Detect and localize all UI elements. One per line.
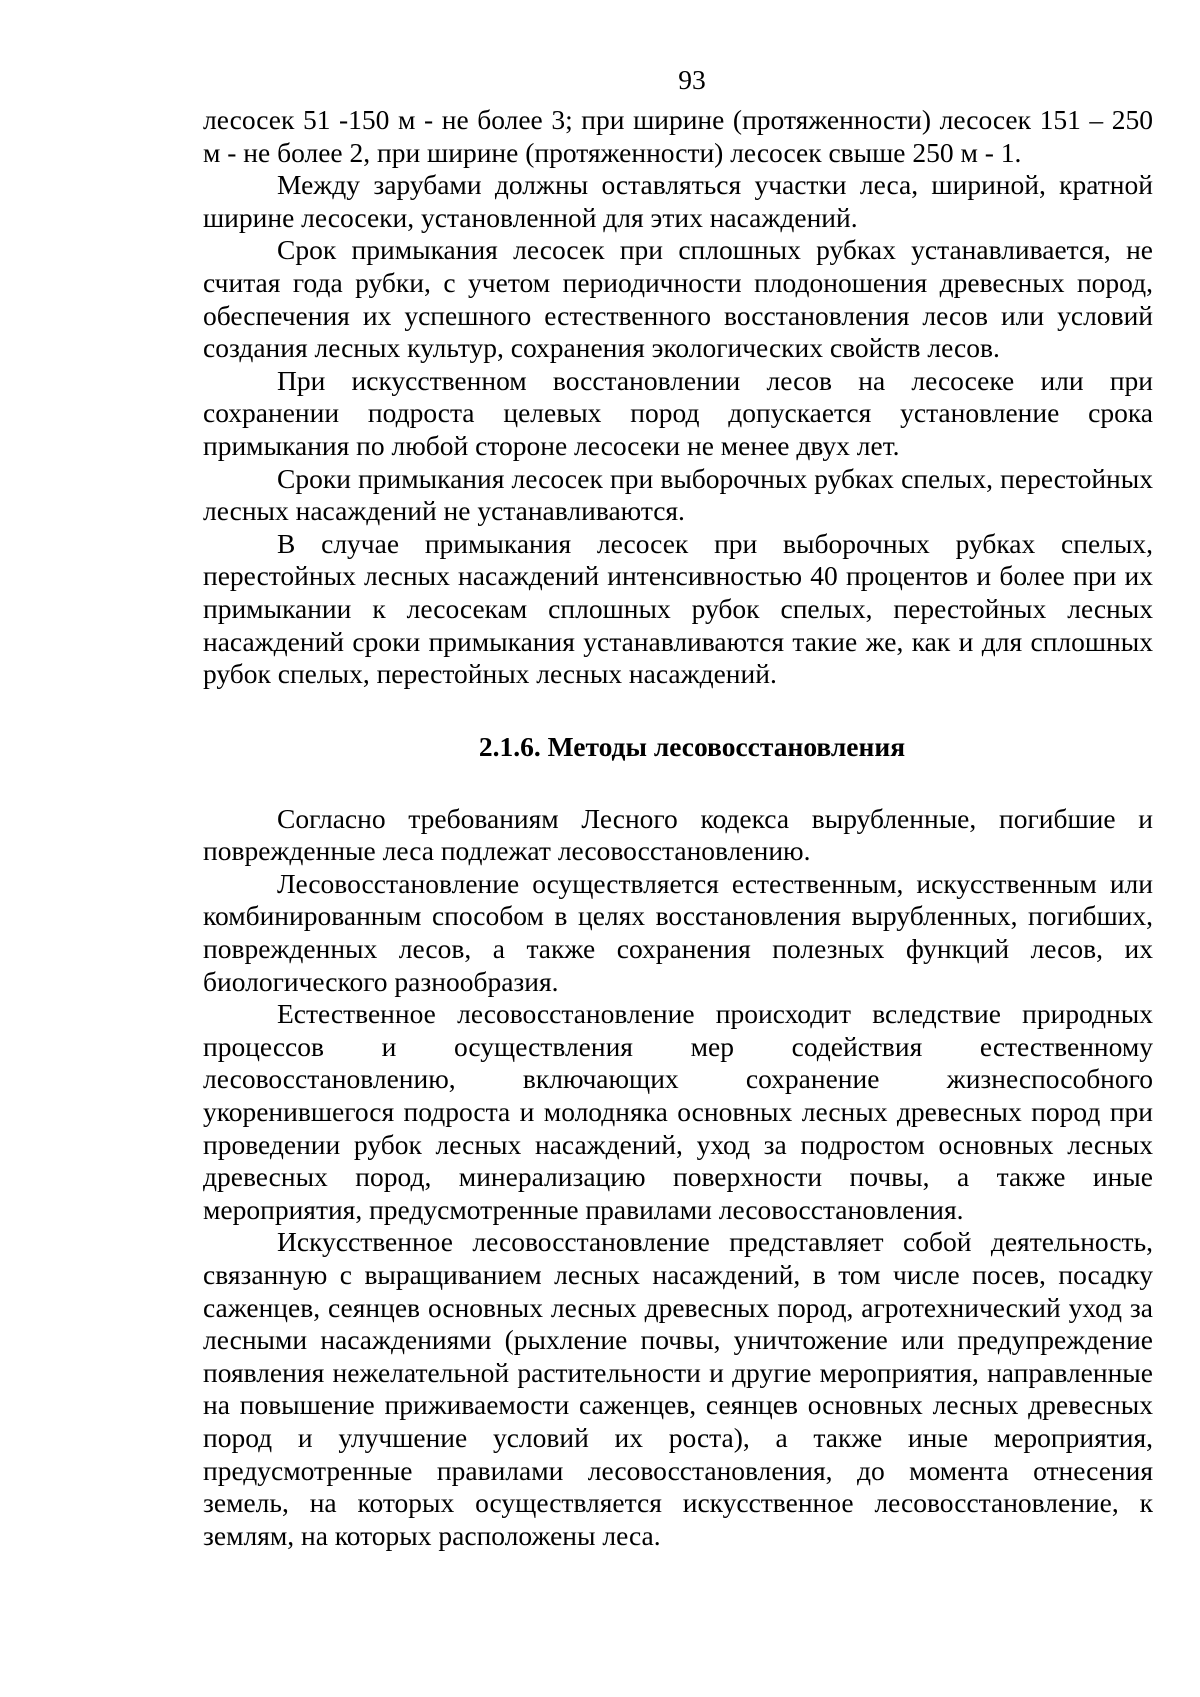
paragraph: лесосек 51 -150 м - не более 3; при ширине (протяженности) лесосек 151 – 250 м - не более 2, при ширине (протяженности) лесосек свыше 250 м - 1.: [203, 104, 1153, 168]
paragraph: Срок примыкания лесосек при сплошных рубках устанавливается, не считая года рубки, с учетом периодичности плодоношения древесных пород, обеспечения их успешного естественного восстановления лесов или условий создания лесных культур, сохранения экологических свойств лесов.: [203, 234, 1153, 364]
paragraph: Между зарубами должны оставляться участки леса, шириной, кратной ширине лесосеки, установленной для этих насаждений.: [203, 169, 1153, 233]
paragraph: Искусственное лесовосстановление представляет собой деятельность, связанную с выращиванием лесных насаждений, в том числе посев, посадку саженцев, сеянцев основных лесных древесных пород, агротехнический уход за лесными насаждениями (рыхление почвы, уничтожение или предупреждение появления нежелательной растительности и другие мероприятия, направленные на повышение приживаемости саженцев, сеянцев основных лесных древесных пород и улучшение условий их роста), а также иные мероприятия, предусмотренные правилами лесовосстановления, до момента отнесения земель, на которых осуществляется искусственное лесовосстановление, к землям, на которых расположены леса.: [203, 1226, 1153, 1551]
paragraph: Лесовосстановление осуществляется естественным, искусственным или комбинированным способом в целях восстановления вырубленных, погибших, поврежденных лесов, а также сохранения полезных функций лесов, их биологического разнообразия.: [203, 867, 1153, 997]
paragraph: В случае примыкания лесосек при выборочных рубках спелых, перестойных лесных насаждений интенсивностью 40 процентов и более при их примыкании к лесосекам сплошных рубок спелых, перестойных лесных насаждений сроки примыкания устанавливаются такие же, как и для сплошных рубок спелых, перестойных лесных насаждений.: [203, 527, 1153, 690]
section-heading: 2.1.6. Методы лесовосстановления: [478, 730, 906, 762]
document-page: [203, 64, 1153, 1552]
paragraph: Согласно требованиям Лесного кодекса вырубленные, погибшие и поврежденные леса подлежат лесовосстановлению.: [203, 802, 1153, 867]
page-number: 93: [678, 64, 706, 95]
paragraph: При искусственном восстановлении лесов на лесосеке или при сохранении подроста целевых пород допускается установление срока примыкания по любой стороне лесосеки не менее двух лет.: [203, 364, 1153, 461]
paragraph: Сроки примыкания лесосек при выборочных рубках спелых, перестойных лесных насаждений не устанавливаются.: [203, 462, 1153, 527]
paragraph: Естественное лесовосстановление происходит вследствие природных процессов и осуществления мер содействия естественному лесовосстановлению, включающих сохранение жизнеспособного укоренившегося подроста и молодняка основных лесных древесных пород при проведении рубок лесных насаждений, уход за подростом основных лесных древесных пород, минерализацию поверхности почвы, а также иные мероприятия, предусмотренные правилами лесовосстановления.: [203, 998, 1153, 1225]
section-continuation: [203, 104, 1153, 691]
section-reforestation-methods: [203, 803, 1153, 1553]
